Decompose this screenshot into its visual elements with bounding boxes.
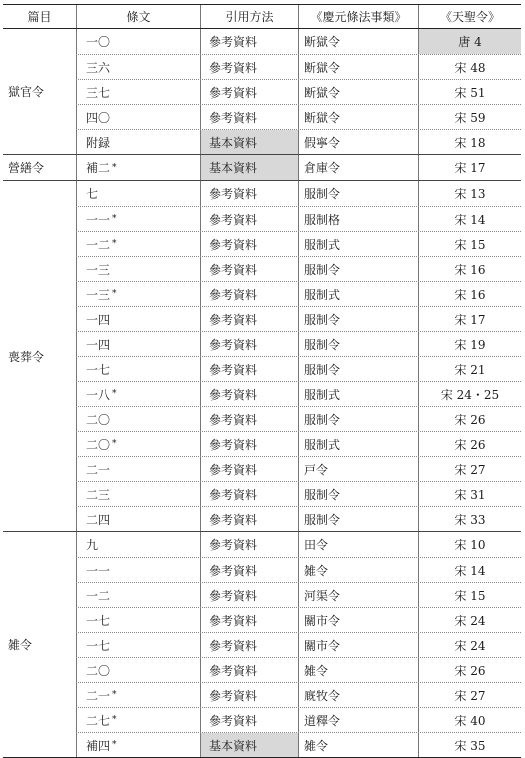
article-cell: [76, 282, 200, 306]
citation-method-cell: 參考資料: [200, 633, 298, 657]
table-row: [76, 707, 521, 732]
qingyuan-cell: 河渠令: [298, 583, 418, 607]
article-cell: [76, 558, 200, 582]
header-article: 條文: [76, 5, 200, 28]
article-number: 一一: [86, 212, 111, 227]
table-row: [76, 181, 521, 206]
article-cell: [76, 583, 200, 607]
citation-method-cell: 參考資料: [200, 80, 298, 104]
citation-method-cell: 參考資料: [200, 608, 298, 632]
article-cell: [76, 532, 200, 557]
qingyuan-cell: 雑令: [298, 658, 418, 682]
table-row: [76, 79, 521, 104]
tiansheng-cell: 宋 10: [418, 532, 521, 557]
table-row: [76, 732, 521, 757]
article-number: 一三: [86, 262, 111, 277]
article-number: 附録: [86, 135, 111, 150]
citation-method-cell: 基本資料: [200, 130, 298, 154]
asterisk-mark: *: [112, 289, 117, 299]
tiansheng-cell: 唐 4: [418, 29, 521, 54]
article-number: 二〇: [86, 437, 111, 452]
article-number: 一七: [86, 362, 111, 377]
qingyuan-cell: 服制令: [298, 357, 418, 381]
section-title: 喪葬令: [8, 349, 45, 364]
tiansheng-cell: 宋 17: [418, 307, 521, 331]
article-cell: [76, 55, 200, 79]
table-row: [76, 682, 521, 707]
qingyuan-cell: 断獄令: [298, 105, 418, 129]
table-row: [76, 506, 521, 531]
citation-method-cell: 參考資料: [200, 457, 298, 481]
article-number: 二〇: [86, 663, 111, 678]
article-cell: [76, 357, 200, 381]
tiansheng-cell: 宋 19: [418, 332, 521, 356]
table-body: [3, 29, 521, 758]
citation-method-cell: 參考資料: [200, 407, 298, 431]
article-cell: [76, 633, 200, 657]
tiansheng-cell: 宋 48: [418, 55, 521, 79]
tiansheng-cell: 宋 24: [418, 633, 521, 657]
section-group: [3, 532, 521, 758]
article-cell: [76, 105, 200, 129]
asterisk-mark: *: [112, 162, 117, 173]
article-number: 二三: [86, 487, 111, 502]
asterisk-mark: *: [112, 690, 117, 700]
table-row: [76, 481, 521, 506]
citation-method-cell: 參考資料: [200, 583, 298, 607]
tiansheng-cell: 宋 15: [418, 232, 521, 256]
citation-method-cell: 參考資料: [200, 181, 298, 206]
article-number: 補四: [86, 738, 111, 753]
table-row: [76, 381, 521, 406]
citation-method-cell: 參考資料: [200, 558, 298, 582]
article-number: 一一: [86, 563, 111, 578]
qingyuan-cell: 廐牧令: [298, 683, 418, 707]
tiansheng-cell: 宋 51: [418, 80, 521, 104]
section-rows: [76, 181, 521, 531]
table-row: [76, 256, 521, 281]
article-cell: [76, 332, 200, 356]
article-number: 二一: [86, 462, 111, 477]
section-rows: [76, 29, 521, 154]
citation-method-cell: 參考資料: [200, 658, 298, 682]
article-number: 一〇: [86, 35, 111, 49]
asterisk-mark: *: [112, 439, 117, 449]
citation-method-cell: 參考資料: [200, 257, 298, 281]
table-row: [76, 431, 521, 456]
citation-method-cell: 參考資料: [200, 532, 298, 557]
table-row: [76, 356, 521, 381]
qingyuan-cell: 断獄令: [298, 55, 418, 79]
citation-method-cell: 參考資料: [200, 683, 298, 707]
asterisk-mark: *: [112, 389, 117, 399]
article-number: 一七: [86, 613, 111, 628]
article-cell: [76, 207, 200, 231]
qingyuan-cell: 倉庫令: [298, 155, 418, 180]
qingyuan-cell: 断獄令: [298, 80, 418, 104]
table-row: [76, 582, 521, 607]
article-cell: [76, 307, 200, 331]
citation-method-cell: 參考資料: [200, 282, 298, 306]
tiansheng-cell: 宋 17: [418, 155, 521, 180]
citation-method-cell: 參考資料: [200, 105, 298, 129]
article-number: 二四: [86, 512, 111, 527]
tiansheng-cell: 宋 59: [418, 105, 521, 129]
qingyuan-cell: 断獄令: [298, 29, 418, 54]
article-cell: [76, 382, 200, 406]
citation-method-cell: 參考資料: [200, 207, 298, 231]
tiansheng-cell: 宋 27: [418, 683, 521, 707]
article-number: 一二: [86, 237, 111, 252]
tiansheng-cell: 宋 18: [418, 130, 521, 154]
table-row: [76, 657, 521, 682]
tiansheng-cell: 宋 14: [418, 558, 521, 582]
table-row: [76, 281, 521, 306]
tiansheng-cell: 宋 33: [418, 507, 521, 531]
qingyuan-cell: 關市令: [298, 608, 418, 632]
tiansheng-cell: 宋 35: [418, 733, 521, 757]
tiansheng-cell: 宋 24・25: [418, 382, 521, 406]
tiansheng-cell: 宋 14: [418, 207, 521, 231]
article-cell: [76, 457, 200, 481]
qingyuan-cell: 服制式: [298, 432, 418, 456]
article-number: 四〇: [86, 110, 111, 125]
article-cell: [76, 181, 200, 206]
table-row: [76, 155, 521, 180]
tiansheng-cell: 宋 16: [418, 282, 521, 306]
table-header: [3, 4, 521, 29]
article-cell: [76, 507, 200, 531]
article-number: 一八: [86, 387, 111, 402]
table-row: [76, 29, 521, 54]
qingyuan-cell: 服制令: [298, 507, 418, 531]
section-group: [3, 29, 521, 155]
header-chapter: 篇目: [27, 10, 52, 24]
citation-method-cell: 參考資料: [200, 307, 298, 331]
qingyuan-cell: 服制令: [298, 257, 418, 281]
article-number: 七: [86, 187, 99, 201]
article-number: 一七: [86, 638, 111, 653]
section-title: 獄官令: [8, 85, 45, 99]
qingyuan-cell: 服制令: [298, 407, 418, 431]
citation-method-cell: 參考資料: [200, 708, 298, 732]
citation-method-cell: 參考資料: [200, 332, 298, 356]
citation-method-cell: 參考資料: [200, 55, 298, 79]
tiansheng-cell: 宋 27: [418, 457, 521, 481]
table-row: [76, 104, 521, 129]
citation-method-cell: 參考資料: [200, 432, 298, 456]
asterisk-mark: *: [112, 740, 117, 750]
article-cell: [76, 29, 200, 54]
citation-method-cell: 參考資料: [200, 507, 298, 531]
qingyuan-cell: 服制格: [298, 207, 418, 231]
asterisk-mark: *: [112, 715, 117, 725]
table-row: [76, 532, 521, 557]
qingyuan-cell: 雑令: [298, 733, 418, 757]
article-cell: [76, 482, 200, 506]
citation-method-cell: 參考資料: [200, 382, 298, 406]
comparison-table: [3, 4, 521, 758]
article-number: 二七: [86, 713, 111, 728]
qingyuan-cell: 服制式: [298, 232, 418, 256]
table-row: [76, 54, 521, 79]
qingyuan-cell: 服制式: [298, 382, 418, 406]
article-cell: [76, 232, 200, 256]
header-qingyuan: 《慶元條法事類》: [298, 5, 418, 28]
table-row: [76, 607, 521, 632]
qingyuan-cell: 服制令: [298, 181, 418, 206]
article-number: 一四: [86, 337, 111, 352]
article-cell: [76, 407, 200, 431]
header-citation-method: 引用方法: [200, 5, 298, 28]
asterisk-mark: *: [112, 214, 117, 224]
article-cell: [76, 683, 200, 707]
citation-method-cell: 基本資料: [200, 733, 298, 757]
article-cell: [76, 130, 200, 154]
tiansheng-cell: 宋 13: [418, 181, 521, 206]
tiansheng-cell: 宋 15: [418, 583, 521, 607]
table-row: [76, 129, 521, 154]
section-group: [3, 181, 521, 532]
section-title: 雑令: [8, 638, 33, 652]
article-cell: [76, 432, 200, 456]
citation-method-cell: 參考資料: [200, 29, 298, 54]
qingyuan-cell: 服制令: [298, 332, 418, 356]
article-number: 一二: [86, 588, 111, 603]
qingyuan-cell: 假寧令: [298, 130, 418, 154]
article-number: 二〇: [86, 412, 111, 427]
qingyuan-cell: 服制令: [298, 307, 418, 331]
header-tiansheng: 《天聖令》: [418, 5, 521, 28]
qingyuan-cell: 雑令: [298, 558, 418, 582]
article-cell: [76, 733, 200, 757]
tiansheng-cell: 宋 21: [418, 357, 521, 381]
table-row: [76, 331, 521, 356]
tiansheng-cell: 宋 16: [418, 257, 521, 281]
article-number: 九: [86, 538, 99, 552]
article-number: 二一: [86, 688, 111, 703]
qingyuan-cell: 戸令: [298, 457, 418, 481]
article-cell: [76, 708, 200, 732]
qingyuan-cell: 服制令: [298, 482, 418, 506]
article-number: 一三: [86, 287, 111, 302]
table-row: [76, 306, 521, 331]
article-number: 一四: [86, 312, 111, 327]
tiansheng-cell: 宋 26: [418, 432, 521, 456]
table-row: [76, 231, 521, 256]
qingyuan-cell: 道釋令: [298, 708, 418, 732]
section-rows: [76, 532, 521, 757]
table-row: [76, 456, 521, 481]
article-cell: [76, 608, 200, 632]
article-cell: [76, 658, 200, 682]
table-row: [76, 632, 521, 657]
citation-method-cell: 參考資料: [200, 232, 298, 256]
article-number: 三六: [86, 60, 111, 75]
tiansheng-cell: 宋 26: [418, 407, 521, 431]
qingyuan-cell: 關市令: [298, 633, 418, 657]
article-cell: [76, 257, 200, 281]
tiansheng-cell: 宋 24: [418, 608, 521, 632]
qingyuan-cell: 服制式: [298, 282, 418, 306]
tiansheng-cell: 宋 26: [418, 658, 521, 682]
asterisk-mark: *: [112, 239, 117, 249]
tiansheng-cell: 宋 40: [418, 708, 521, 732]
section-group: [3, 155, 521, 181]
citation-method-cell: 基本資料: [200, 155, 298, 180]
table-row: [76, 206, 521, 231]
table-row: [76, 557, 521, 582]
section-title: 營繕令: [8, 161, 45, 175]
table-row: [76, 406, 521, 431]
section-rows: [76, 155, 521, 180]
qingyuan-cell: 田令: [298, 532, 418, 557]
citation-method-cell: 參考資料: [200, 482, 298, 506]
article-number: 三七: [86, 85, 111, 100]
citation-method-cell: 參考資料: [200, 357, 298, 381]
tiansheng-cell: 宋 31: [418, 482, 521, 506]
article-cell: [76, 80, 200, 104]
article-cell: [76, 155, 200, 180]
article-number: 補二: [86, 161, 111, 175]
